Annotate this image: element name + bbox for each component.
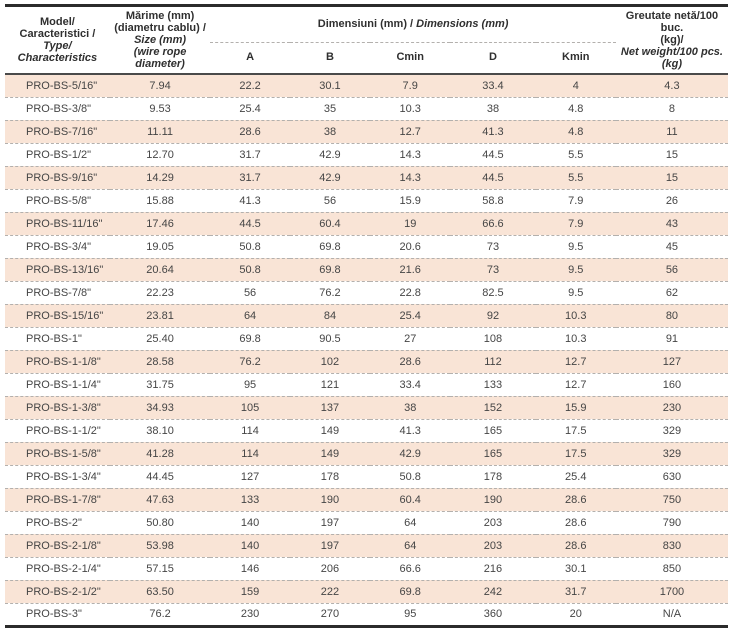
- table-row: [5, 534, 728, 557]
- model-cell: PRO-BS-1/2": [5, 143, 110, 166]
- weight-cell: 43: [616, 212, 728, 235]
- dim-b-cell: 137: [290, 396, 370, 419]
- dim-b-cell: 56: [290, 189, 370, 212]
- model-cell: PRO-BS-15/16": [5, 304, 110, 327]
- column-header-kmin: Kmin: [536, 43, 616, 74]
- dim-cmin-cell: 28.6: [370, 350, 450, 373]
- size-cell: 57.15: [110, 557, 210, 580]
- size-header-ro-line2: (diametru cablu) /: [114, 22, 206, 34]
- dim-kmin-cell: 4.8: [536, 120, 616, 143]
- dim-a-cell: 127: [210, 465, 290, 488]
- dim-kmin-cell: 7.9: [536, 212, 616, 235]
- dim-cmin-cell: 69.8: [370, 580, 450, 603]
- dim-kmin-cell: 28.6: [536, 488, 616, 511]
- size-cell: 47.63: [110, 488, 210, 511]
- dim-d-cell: 92: [450, 304, 535, 327]
- model-cell: PRO-BS-3/8": [5, 97, 110, 120]
- dim-a-cell: 140: [210, 511, 290, 534]
- table-row: [5, 603, 728, 626]
- size-cell: 12.70: [110, 143, 210, 166]
- dim-cmin-cell: 27: [370, 327, 450, 350]
- dim-b-cell: 190: [290, 488, 370, 511]
- size-cell: 11.11: [110, 120, 210, 143]
- weight-cell: N/A: [616, 603, 728, 626]
- dim-cmin-cell: 66.6: [370, 557, 450, 580]
- dim-d-cell: 41.3: [450, 120, 535, 143]
- dim-cmin-cell: 7.9: [402, 79, 418, 92]
- table-row: [5, 212, 728, 235]
- model-cell: PRO-BS-1": [5, 327, 110, 350]
- dim-b-cell: 42.9: [290, 166, 370, 189]
- model-cell: PRO-BS-11/16": [5, 212, 110, 235]
- dim-d-cell: 190: [450, 488, 535, 511]
- dim-kmin-cell: 31.7: [536, 580, 616, 603]
- dim-b-cell: 76.2: [290, 281, 370, 304]
- dim-d-cell: 38: [450, 97, 535, 120]
- table-row: [5, 97, 728, 120]
- dim-cmin-cell: 14.3: [370, 166, 450, 189]
- model-cell: PRO-BS-13/16": [5, 258, 110, 281]
- column-header-size: [110, 6, 210, 75]
- size-cell: 28.58: [110, 350, 210, 373]
- table-row: [5, 419, 728, 442]
- dim-b-cell: 149: [290, 442, 370, 465]
- dim-cmin-cell: 14.3: [370, 143, 450, 166]
- dim-d-cell: 44.5: [450, 166, 535, 189]
- dim-b-cell: 35: [290, 97, 370, 120]
- dim-cmin-cell: 19: [370, 212, 450, 235]
- dim-a-cell: 25.4: [210, 97, 290, 120]
- dim-b-cell: 38: [290, 120, 370, 143]
- dim-b-cell: 270: [290, 603, 370, 626]
- dim-cmin-cell: 33.4: [370, 373, 450, 396]
- dim-d-cell: 216: [450, 557, 535, 580]
- dim-kmin-cell: 5.5: [536, 143, 616, 166]
- dim-b-cell: 90.5: [290, 327, 370, 350]
- column-header-weight: [616, 6, 728, 75]
- dim-b-cell: 222: [290, 580, 370, 603]
- dim-kmin-cell: 9.5: [536, 235, 616, 258]
- table-row: [5, 258, 728, 281]
- dim-a-cell: 50.8: [210, 258, 290, 281]
- column-group-header-dimensions: [210, 6, 616, 43]
- dim-cmin-cell: 50.8: [370, 465, 450, 488]
- dimensions-header-en: Dimensions (mm): [416, 17, 509, 30]
- dim-d-cell: 82.5: [450, 281, 535, 304]
- dim-b-cell: 206: [290, 557, 370, 580]
- size-cell: 19.05: [110, 235, 210, 258]
- weight-cell: 15: [616, 166, 728, 189]
- dim-a-cell: 159: [210, 580, 290, 603]
- table-body: [5, 74, 728, 626]
- table-row: [5, 580, 728, 603]
- dim-cmin-cell: 38: [370, 396, 450, 419]
- table-row: [5, 373, 728, 396]
- dim-cmin-cell: 64: [370, 511, 450, 534]
- model-cell: PRO-BS-1-7/8": [5, 488, 110, 511]
- weight-cell: 4.3: [664, 79, 680, 92]
- weight-cell: 790: [616, 511, 728, 534]
- dim-a-cell: 22.2: [239, 79, 261, 92]
- dim-d-cell: 33.4: [482, 79, 504, 92]
- dim-d-cell: 133: [450, 373, 535, 396]
- dim-cmin-cell: 15.9: [370, 189, 450, 212]
- dim-cmin-cell: 25.4: [370, 304, 450, 327]
- dim-a-cell: 56: [210, 281, 290, 304]
- size-cell: 14.29: [110, 166, 210, 189]
- size-cell: 15.88: [110, 189, 210, 212]
- dim-d-cell: 73: [450, 258, 535, 281]
- dim-kmin-cell: 15.9: [536, 396, 616, 419]
- dim-b-cell: 178: [290, 465, 370, 488]
- size-cell: 20.64: [110, 258, 210, 281]
- dim-kmin-cell: 7.9: [536, 189, 616, 212]
- dim-kmin-cell: 20: [536, 603, 616, 626]
- weight-cell: 62: [616, 281, 728, 304]
- size-cell: 31.75: [110, 373, 210, 396]
- dim-kmin-cell: 9.5: [536, 281, 616, 304]
- dim-d-cell: 242: [450, 580, 535, 603]
- dim-d-cell: 165: [450, 442, 535, 465]
- table-row: [5, 120, 728, 143]
- size-cell: 41.28: [110, 442, 210, 465]
- model-cell: PRO-BS-2-1/2": [5, 580, 110, 603]
- dim-cmin-cell: 20.6: [370, 235, 450, 258]
- table-row: [5, 396, 728, 419]
- dim-d-cell: 44.5: [450, 143, 535, 166]
- weight-header-en-line2: (kg): [661, 58, 683, 70]
- weight-cell: 11: [616, 120, 728, 143]
- size-cell: 50.80: [110, 511, 210, 534]
- dim-d-cell: 203: [450, 511, 535, 534]
- dim-d-cell: 58.8: [450, 189, 535, 212]
- model-cell: PRO-BS-3/4": [5, 235, 110, 258]
- weight-cell: 850: [616, 557, 728, 580]
- table-row: [5, 304, 728, 327]
- model-header-en-line2: Characteristics: [17, 52, 98, 64]
- dim-b-cell: 69.8: [290, 258, 370, 281]
- dim-a-cell: 28.6: [210, 120, 290, 143]
- dim-kmin-cell: 5.5: [536, 166, 616, 189]
- dim-b-cell: 84: [290, 304, 370, 327]
- model-cell: PRO-BS-3": [5, 603, 110, 626]
- dim-a-cell: 50.8: [210, 235, 290, 258]
- weight-cell: 56: [616, 258, 728, 281]
- size-cell: 34.93: [110, 396, 210, 419]
- table-row: [5, 488, 728, 511]
- model-cell: PRO-BS-2-1/4": [5, 557, 110, 580]
- dim-b-cell: 197: [290, 511, 370, 534]
- dimensions-header-ro2: Dimensiuni (mm) /: [317, 17, 417, 30]
- weight-header-en-line1: Net weight/100 pcs.: [620, 46, 723, 58]
- dim-kmin-cell: 12.7: [536, 350, 616, 373]
- table-row: [5, 465, 728, 488]
- dim-cmin-cell: 42.9: [370, 442, 450, 465]
- model-cell: PRO-BS-2": [5, 511, 110, 534]
- dim-a-cell: 69.8: [210, 327, 290, 350]
- dim-d-cell: 165: [450, 419, 535, 442]
- table-row: [5, 189, 728, 212]
- size-header-en-line2: (wire rope diameter): [133, 46, 187, 70]
- dim-a-cell: 133: [210, 488, 290, 511]
- dim-kmin-cell: 25.4: [536, 465, 616, 488]
- dim-kmin-cell: 9.5: [536, 258, 616, 281]
- model-cell: PRO-BS-5/8": [5, 189, 110, 212]
- table-row: [5, 327, 728, 350]
- weight-cell: 230: [616, 396, 728, 419]
- model-cell: PRO-BS-5/16": [26, 79, 98, 92]
- weight-cell: 91: [616, 327, 728, 350]
- model-cell: PRO-BS-7/16": [5, 120, 110, 143]
- table-row: [5, 557, 728, 580]
- model-cell: PRO-BS-1-5/8": [5, 442, 110, 465]
- dim-cmin-cell: 10.3: [370, 97, 450, 120]
- dim-kmin-cell: 4.8: [536, 97, 616, 120]
- dim-b-cell: 60.4: [290, 212, 370, 235]
- dim-kmin-cell: 28.6: [536, 534, 616, 557]
- dim-kmin-cell: 30.1: [536, 557, 616, 580]
- column-header-model: [5, 6, 110, 75]
- model-cell: PRO-BS-1-3/4": [5, 465, 110, 488]
- dim-kmin-cell: 17.5: [536, 419, 616, 442]
- table-row: [5, 511, 728, 534]
- dim-a-cell: 41.3: [210, 189, 290, 212]
- weight-cell: 127: [616, 350, 728, 373]
- dim-kmin-cell: 17.5: [536, 442, 616, 465]
- dim-b-cell: 197: [290, 534, 370, 557]
- column-header-b: B: [290, 43, 370, 74]
- model-header-ro-line2: Caracteristici /: [19, 28, 96, 40]
- model-cell: PRO-BS-2-1/8": [5, 534, 110, 557]
- table-header: [5, 6, 728, 75]
- dim-b-cell: 30.1: [319, 79, 341, 92]
- size-cell: 17.46: [110, 212, 210, 235]
- dim-b-cell: 42.9: [290, 143, 370, 166]
- table-row: [5, 74, 728, 97]
- size-header-ro-line1: Mărime (mm): [125, 10, 195, 22]
- model-cell: PRO-BS-1-3/8": [5, 396, 110, 419]
- weight-cell: 45: [616, 235, 728, 258]
- dim-d-cell: 66.6: [450, 212, 535, 235]
- table-row: [5, 143, 728, 166]
- table-row: [5, 281, 728, 304]
- dim-cmin-cell: 95: [370, 603, 450, 626]
- dim-d-cell: 178: [450, 465, 535, 488]
- size-cell: 9.53: [110, 97, 210, 120]
- dim-cmin-cell: 22.8: [370, 281, 450, 304]
- weight-cell: 160: [616, 373, 728, 396]
- dim-kmin-cell: 10.3: [536, 304, 616, 327]
- table-row: [5, 442, 728, 465]
- size-cell: 44.45: [110, 465, 210, 488]
- dim-kmin-cell: 28.6: [536, 511, 616, 534]
- model-cell: PRO-BS-7/8": [5, 281, 110, 304]
- model-cell: PRO-BS-9/16": [5, 166, 110, 189]
- size-cell: 7.94: [149, 79, 171, 92]
- dim-b-cell: 121: [290, 373, 370, 396]
- dim-a-cell: 76.2: [210, 350, 290, 373]
- size-cell: 76.2: [110, 603, 210, 626]
- dim-a-cell: 64: [210, 304, 290, 327]
- size-cell: 38.10: [110, 419, 210, 442]
- dim-a-cell: 44.5: [210, 212, 290, 235]
- dim-kmin-cell: 10.3: [536, 327, 616, 350]
- dim-a-cell: 146: [210, 557, 290, 580]
- dim-d-cell: 73: [450, 235, 535, 258]
- dim-d-cell: 152: [450, 396, 535, 419]
- weight-cell: 830: [616, 534, 728, 557]
- weight-cell: 26: [616, 189, 728, 212]
- dim-a-cell: 95: [210, 373, 290, 396]
- model-header-en-line1: Type/: [43, 40, 72, 52]
- dim-d-cell: 203: [450, 534, 535, 557]
- dim-b-cell: 69.8: [290, 235, 370, 258]
- dim-a-cell: 114: [210, 419, 290, 442]
- dim-d-cell: 112: [450, 350, 535, 373]
- dim-a-cell: 230: [210, 603, 290, 626]
- weight-cell: 630: [616, 465, 728, 488]
- dim-b-cell: 149: [290, 419, 370, 442]
- size-cell: 63.50: [110, 580, 210, 603]
- size-cell: 25.40: [110, 327, 210, 350]
- dim-cmin-cell: 60.4: [370, 488, 450, 511]
- table-row: [5, 350, 728, 373]
- dim-kmin-cell: 4: [572, 79, 579, 92]
- dim-kmin-cell: 12.7: [536, 373, 616, 396]
- weight-header-ro-line2: (kg)/: [660, 34, 684, 46]
- dim-a-cell: 140: [210, 534, 290, 557]
- weight-cell: 329: [616, 419, 728, 442]
- column-header-a: A: [210, 43, 290, 74]
- dim-cmin-cell: 41.3: [370, 419, 450, 442]
- dim-cmin-cell: 21.6: [370, 258, 450, 281]
- model-header-ro-line1: Model/: [39, 16, 75, 28]
- size-header-en-line1: Size (mm): [134, 34, 187, 46]
- dim-a-cell: 114: [210, 442, 290, 465]
- model-cell: PRO-BS-1-1/4": [5, 373, 110, 396]
- dim-cmin-cell: 64: [370, 534, 450, 557]
- dim-a-cell: 31.7: [210, 166, 290, 189]
- dim-a-cell: 105: [210, 396, 290, 419]
- dim-d-cell: 108: [450, 327, 535, 350]
- weight-cell: 15: [616, 143, 728, 166]
- dim-a-cell: 31.7: [210, 143, 290, 166]
- dim-b-cell: 102: [290, 350, 370, 373]
- weight-cell: 80: [616, 304, 728, 327]
- weight-cell: 750: [616, 488, 728, 511]
- size-cell: 22.23: [110, 281, 210, 304]
- weight-header-ro-line1: Greutate netă/100 buc.: [625, 10, 719, 34]
- table-row: [5, 166, 728, 189]
- column-header-d: D: [450, 43, 535, 74]
- model-cell: PRO-BS-1-1/8": [5, 350, 110, 373]
- dim-d-cell: 360: [450, 603, 535, 626]
- weight-cell: 8: [616, 97, 728, 120]
- model-cell: PRO-BS-1-1/2": [5, 419, 110, 442]
- table-row: [5, 235, 728, 258]
- column-header-cmin: Cmin: [370, 43, 450, 74]
- weight-cell: 1700: [616, 580, 728, 603]
- dim-cmin-cell: 12.7: [370, 120, 450, 143]
- size-cell: 53.98: [110, 534, 210, 557]
- spec-table: [5, 4, 728, 628]
- size-cell: 23.81: [110, 304, 210, 327]
- weight-cell: 329: [616, 442, 728, 465]
